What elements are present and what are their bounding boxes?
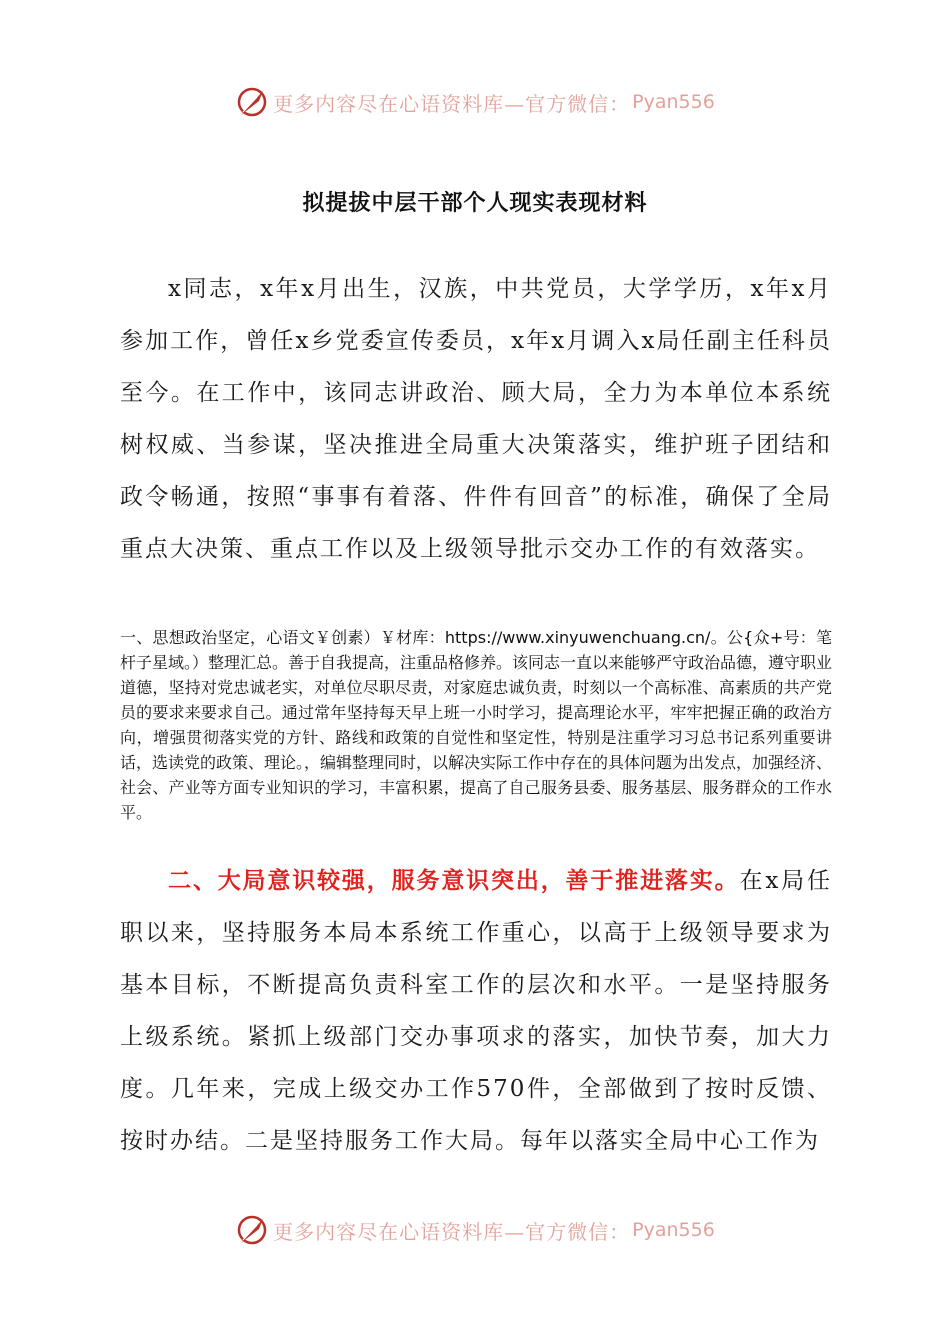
watermark-banner-top — [0, 82, 950, 122]
watermark-text: 更多内容尽在心语资料库—官方微信： — [273, 1219, 631, 1244]
paragraph-section-two — [120, 855, 832, 1167]
quill-logo-icon — [235, 85, 269, 119]
document-title: 拟提拔中层干部个人现实表现材料 — [302, 191, 648, 216]
section-two-body: 在x局任职以来，坚持服务本局本系统工作重心，以高于上级领导要求为基本目标，不断提高负责科室工作的层次和水平。一是坚持服务上级系统。紧抓上级部门交办事项求的落实，加快节奏，加大力度。几年来，完成上级交办工作570件，全部做到了按时反馈、按时办结。二是坚持服务工作大局。每年以落实全局中心工作为 — [120, 868, 832, 1154]
paragraph-section-one: 一、思想政治坚定，心语文￥创素）￥材库：https://www.xinyuwenchuang.cn/。公{众+号：笔杆子星域。）整理汇总。善于自我提高，注重品格修养。该同志一直以来能够严守政治品德，遵守职业道德，坚持对党忠诚老实，对单位尽职尽责，对家庭忠诚负责，时刻以一个高标准、高素质的共产党员的要求来要求自己。通过常年坚持每天早上班一小时学习，提高理论水平，牢牢把握正确的政治方向，增强贯彻落实党的方针、路线和政策的自觉性和坚定性，特别是注重学习习总书记系列重要讲话，选读党的政策、理论。，编辑整理同时，以解决实际工作中存在的具体问题为出发点，加强经济、社会、产业等方面专业知识的学习，丰富积累，提高了自己服务县委、服务基层、服务群众的工作水平。 — [120, 628, 833, 822]
watermark-wechat-id: Pyan556 — [632, 91, 715, 113]
watermark-text: 更多内容尽在心语资料库—官方微信： — [273, 91, 631, 116]
paragraph-intro: x同志，x年x月出生，汉族，中共党员，大学学历，x年x月参加工作，曾任x乡党委宣传委员，x年x月调入x局任副主任科员至今。在工作中，该同志讲政治、顾大局，全力为本单位本系统树权威、当参谋，坚决推进全局重大决策落实，维护班子团结和政令畅通，按照“事事有着落、件件有回音”的标准，确保了全局重点大决策、重点工作以及上级领导批示交办工作的有效落实。 — [120, 276, 832, 562]
watermark-wechat-id: Pyan556 — [632, 1219, 715, 1241]
quill-logo-icon — [235, 1213, 269, 1247]
section-two-heading: 二、大局意识较强，服务意识突出，善于推进落实。 — [168, 868, 740, 894]
watermark-banner-bottom — [0, 1210, 950, 1250]
